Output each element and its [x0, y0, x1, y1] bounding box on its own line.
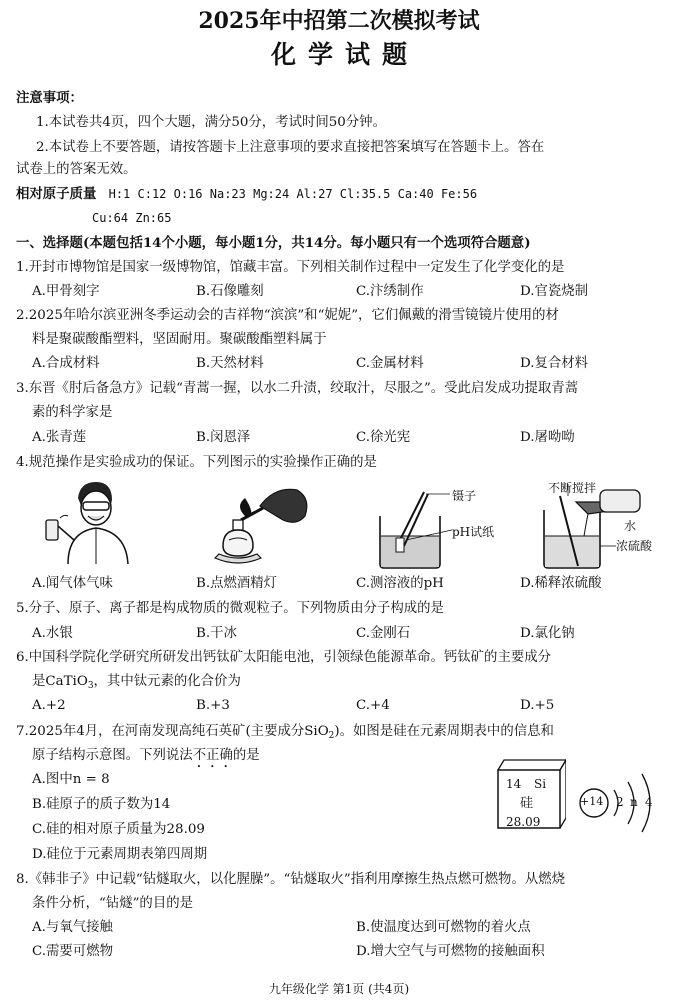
q6-option-d: D.+5 [520, 698, 555, 713]
q7-option-b: B.硅原子的质子数为14 [32, 797, 171, 812]
q2-stem-1: 2.2025年哈尔滨亚洲冬季运动会的吉祥物“滨滨”和“妮妮”，它们佩戴的滑雪镜镜片使用的材 [16, 308, 559, 323]
q2-option-c: C.金属材料 [356, 356, 424, 371]
figure-d-label-stir: 不断搅拌 [548, 481, 597, 495]
q6-option-a: A.+2 [32, 698, 66, 713]
figure-d-label-water: 水 [624, 519, 637, 533]
q7-stem-1: 7.2025年4月，在河南发现高纯石英矿(主要成分SiO$_2$)。如图是硅在元素周期表中的信息和 [16, 724, 554, 741]
q8-option-a: A.与氧气接触 [32, 920, 113, 935]
q2-option-d: D.复合材料 [520, 356, 589, 371]
emphasis-not-correct: 不正确 [192, 748, 233, 763]
q8-option-b: B.使温度达到可燃物的着火点 [356, 920, 531, 935]
q3-stem-1: 3.东晋《肘后备急方》记载“青蒿一握，以水二升渍，绞取汁，尽服之”。受此启发成功提取青蒿 [16, 381, 579, 396]
atomic-mass-line [16, 184, 477, 205]
q5-option-d: D.氯化钠 [520, 626, 575, 641]
q3-option-d: D.屠呦呦 [520, 430, 575, 445]
q4-option-d: D.稀释浓硫酸 [520, 576, 602, 591]
q6-option-c: C.+4 [356, 698, 390, 713]
q1-option-c: C.汴绣制作 [356, 284, 424, 299]
notice-item-2a: 2.本试卷上不要答题，请按答题卡上注意事项的要求直接把答案填写在答题卡上。答在 [36, 140, 545, 155]
q3-option-a: A.张青莲 [32, 430, 87, 445]
atom-shell-2: n [630, 795, 638, 809]
atom-shell-3: 4 [645, 795, 653, 809]
figure-a-smell-gas [38, 478, 150, 568]
atomic-mass-values-1: H:1 C:12 O:16 Na:23 Mg:24 Al:27 Cl:35.5 Ca:40 Fe:56 [108, 187, 478, 201]
q5-stem: 5.分子、原子、离子都是构成物质的微观粒子。下列物质由分子构成的是 [16, 601, 444, 616]
page-footer: 九年级化学 第1页 (共4页) [268, 982, 410, 996]
q8-stem-1: 8.《韩非子》中记载“钻燧取火，以化腥臊”。“钻燧取火”指利用摩擦生热点燃可燃物。从燃烧 [16, 872, 565, 887]
exam-title: 2025年中招第二次模拟考试 [198, 8, 480, 34]
q6-stem-2: 是CaTiO$_3$，其中钛元素的化合价为 [32, 674, 241, 691]
q7-option-d: D.硅位于元素周期表第四周期 [32, 847, 208, 862]
figure-d-label-acid: 浓硫酸 [616, 539, 653, 553]
q5-option-b: B.干冰 [196, 626, 237, 641]
notice-item-1: 1.本试卷共4页，四个大题，满分50分，考试时间50分钟。 [36, 115, 386, 130]
q6-stem-1: 6.中国科学院化学研究所研发出钙钛矿太阳能电池，引领绿色能源革命。钙钛矿的主要成分 [16, 650, 552, 665]
q4-option-c: C.测溶液的pH [356, 576, 444, 591]
atom-nucleus: +14 [580, 795, 604, 808]
notice-item-2b: 试卷上的答案无效。 [16, 162, 137, 177]
q4-option-b: B.点燃酒精灯 [196, 576, 278, 591]
cell-atomic-number: 14 [506, 777, 522, 791]
q7-option-a: A.图中n = 8 [32, 772, 110, 787]
atomic-mass-label: 相对原子质量 [16, 186, 97, 202]
q1-option-b: B.石像雕刻 [196, 284, 264, 299]
q1-option-a: A.甲骨刻字 [32, 284, 100, 299]
q5-option-c: C.金刚石 [356, 626, 411, 641]
notice-heading: 注意事项： [16, 90, 83, 106]
section-heading: 一、选择题(本题包括14个小题，每小题1分，共14分。每小题只有一个选项符合题意) [16, 235, 531, 251]
q3-stem-2: 素的科学家是 [32, 405, 113, 420]
q6-option-b: B.+3 [196, 698, 230, 713]
figure-c-label-tweezers: 镊子 [452, 489, 477, 503]
cell-mass: 28.09 [506, 815, 541, 829]
q1-stem: 1.开封市博物馆是国家一级博物馆，馆藏丰富。下列相关制作过程中一定发生了化学变化的是 [16, 260, 565, 275]
atom-shell-1: 2 [616, 795, 624, 809]
subject-title: 化学试题 [270, 40, 419, 69]
figure-b-light-lamp [205, 476, 320, 568]
q2-option-b: B.天然材料 [196, 356, 264, 371]
q4-option-a: A.闻气体气味 [32, 576, 113, 591]
cell-symbol: Si [534, 777, 547, 791]
q3-option-c: C.徐光宪 [356, 430, 411, 445]
q2-option-a: A.合成材料 [32, 356, 100, 371]
cell-name: 硅 [520, 796, 534, 811]
q4-stem: 4.规范操作是实验成功的保证。下列图示的实验操作正确的是 [16, 455, 377, 470]
q8-option-d: D.增大空气与可燃物的接触面积 [356, 944, 545, 959]
q2-stem-2: 料是聚碳酸酯塑料，坚固耐用。聚碳酸酯塑料属于 [32, 332, 327, 347]
atomic-mass-values-2: Cu:64 Zn:65 [92, 211, 172, 225]
q7-option-c: C.硅的相对原子质量为28.09 [32, 822, 205, 837]
q3-option-b: B.闵恩泽 [196, 430, 251, 445]
q8-option-c: C.需要可燃物 [32, 944, 113, 959]
q7-stem-2: 原子结构示意图。下列说法不正确的是 [32, 748, 260, 763]
q5-option-a: A.水银 [32, 626, 73, 641]
figure-c-label-ph-paper: pH试纸 [452, 525, 495, 539]
q1-option-d: D.官瓷烧制 [520, 284, 589, 299]
q8-stem-2: 条件分析，“钻燧”的目的是 [32, 896, 193, 911]
